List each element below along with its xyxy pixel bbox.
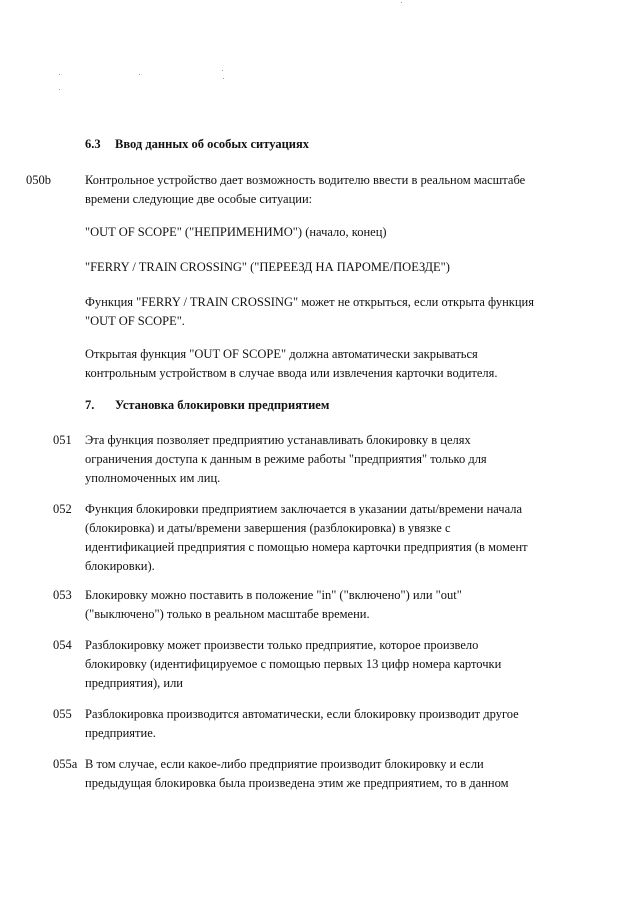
scan-speck	[222, 70, 223, 71]
requirement-number: 051	[53, 433, 72, 447]
note-line: Функция "FERRY / TRAIN CROSSING" может не открыться, если открыта функция	[85, 295, 534, 309]
requirement-line: В том случае, если какое-либо предприятие производит блокировку и если	[85, 757, 484, 771]
requirement-line: Блокировку можно поставить в положение "in" ("включено") или "out"	[85, 588, 462, 602]
requirement-number: 055a	[53, 757, 78, 771]
requirement-053	[53, 586, 556, 626]
requirement-number: 055	[53, 707, 72, 721]
scan-speck	[223, 78, 224, 79]
requirement-line: ограничения доступа к данным в режиме работы "предприятия" только для	[85, 452, 487, 466]
special-situation-ferry-train: "FERRY / TRAIN CROSSING" ("ПЕРЕЕЗД НА ПАРОМЕ/ПОЕЗДЕ")	[85, 260, 450, 274]
requirement-line: предприятие.	[85, 726, 156, 740]
section-title: Установка блокировки предприятием	[115, 398, 330, 412]
scan-speck	[59, 74, 60, 75]
note-out-of-scope-closing	[85, 345, 555, 383]
requirement-line: (блокировка) и даты/времени завершения (разблокировка) в увязке с	[85, 521, 451, 535]
scan-speck	[401, 2, 402, 3]
section-heading-7	[85, 396, 329, 415]
requirement-line: Разблокировку может произвести только предприятие, которое произвело	[85, 638, 479, 652]
requirement-line: предыдущая блокировка была произведена этим же предприятием, то в данном	[85, 776, 509, 790]
requirement-line: Функция блокировки предприятием заключается в указании даты/времени начала	[85, 502, 523, 516]
requirement-line: времени следующие две особые ситуации:	[85, 192, 313, 206]
requirement-number: 052	[53, 502, 72, 516]
section-number: 6.3	[85, 137, 101, 151]
requirement-line: Эта функция позволяет предприятию устанавливать блокировку в целях	[85, 433, 471, 447]
requirement-line: Контрольное устройство дает возможность водителю ввести в реальном масштабе	[85, 173, 526, 187]
requirement-050b	[26, 171, 556, 211]
requirement-line: уполномоченных им лиц.	[85, 471, 221, 485]
section-title: Ввод данных об особых ситуациях	[115, 137, 309, 151]
requirement-number: 054	[53, 638, 72, 652]
requirement-line: ("выключено") только в реальном масштабе времени.	[85, 607, 370, 621]
section-heading-6-3	[85, 135, 309, 154]
note-line: контрольным устройством в случае ввода или извлечения карточки водителя.	[85, 366, 498, 380]
note-line: "OUT OF SCOPE".	[85, 314, 185, 328]
requirement-line: предприятия), или	[85, 676, 183, 690]
requirement-number: 053	[53, 588, 72, 602]
requirement-line: идентификацией предприятия с помощью номера карточки предприятия (в момент	[85, 540, 528, 554]
requirement-052	[53, 500, 556, 578]
scan-speck	[59, 89, 60, 90]
section-number: 7.	[85, 398, 95, 412]
requirement-line: блокировку (идентифицируемое с помощью первых 13 цифр номера карточки	[85, 657, 502, 671]
requirement-051	[53, 431, 556, 489]
requirement-number: 050b	[26, 173, 51, 187]
scan-speck	[139, 74, 140, 75]
note-ferry-function	[85, 293, 555, 331]
note-line: Открытая функция "OUT OF SCOPE" должна автоматически закрываться	[85, 347, 478, 361]
requirement-054	[53, 636, 556, 694]
requirement-055	[53, 705, 556, 745]
requirement-055a	[53, 755, 556, 795]
requirement-line: блокировки).	[85, 559, 155, 573]
requirement-line: Разблокировка производится автоматически, если блокировку производит другое	[85, 707, 519, 721]
special-situation-out-of-scope: "OUT OF SCOPE" ("НЕПРИМЕНИМО") (начало, конец)	[85, 225, 387, 239]
